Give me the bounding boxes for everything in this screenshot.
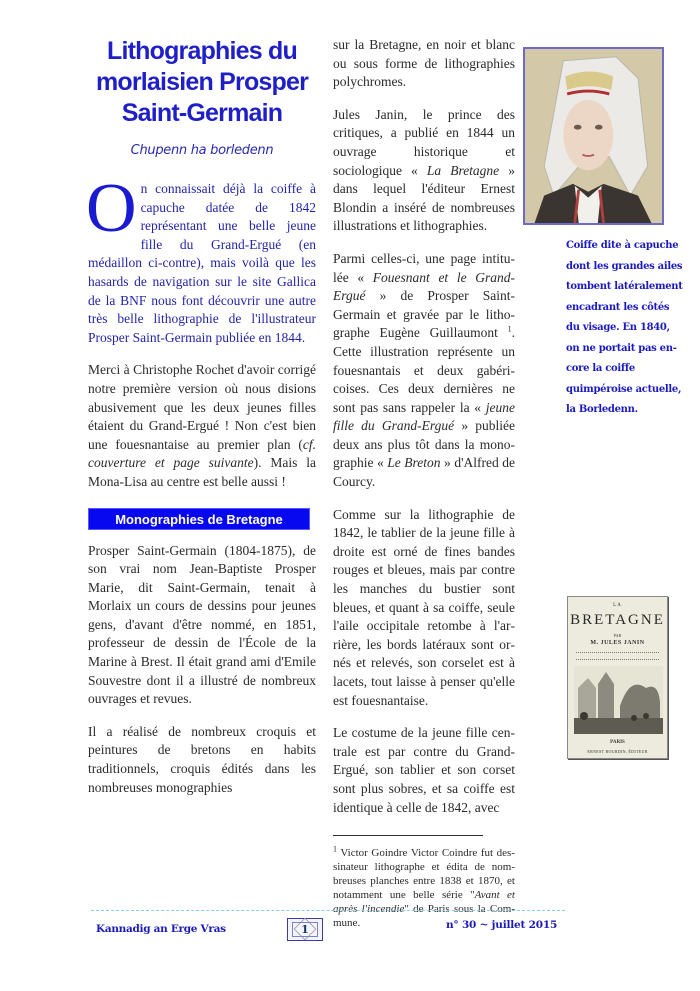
- drop-cap: O: [86, 170, 137, 247]
- thanks-italic: cf. couverture et page suivante: [88, 436, 316, 471]
- janin-text-end: » dans lequel l'éditeur Ernest Blondin a inséré de nombreuses illustrations et lithographies.: [333, 162, 515, 234]
- costume-paragraph: Le costume de la jeune fille centrale est par contre du Grand-Ergué, son tablier et son corset sont plus sobres, et sa coiffe est identique à celle de 1842, avec: [333, 725, 515, 815]
- book-cover-article: LA: [613, 603, 622, 608]
- title-line: Lithographies du: [107, 37, 297, 65]
- footnote-divider: [333, 835, 483, 836]
- book-title-italic: La Bretagne: [426, 162, 500, 178]
- parmi-italic: Fouesnant et le Grand-Ergué: [333, 269, 515, 304]
- comme-paragraph: Comme sur la lithographie de 1842, le tablier de la jeune fille à droite est orné de fines bandes rouges et bleues, mais par contre les manches du bustier sont bleues, et quant à sa coiffe, seule l'aile occipitale retombe à l'arrière, les bords latéraux sont ornés et relevés, son corselet est à lacets, tout laisse à penser qu'elle est fouesnantaise.: [333, 506, 515, 708]
- book-cover-author: M. JULES JANIN: [590, 640, 645, 646]
- parmi-italic: jeune fille du Grand-Ergué: [333, 399, 515, 434]
- parmi-text: » d'Alfred de Courcy.: [333, 455, 515, 490]
- parmi-italic: Le Breton: [387, 455, 441, 471]
- footnote: [333, 846, 515, 930]
- portrait-caption: Coiffe dite à capuche dont les grandes ailes tombent latéralement encadrant les côtés du visage. En 1840, on ne portait pas encore la coiffe quimpéroise actuelle, la Borledenn.: [566, 240, 683, 415]
- book-cover-illustration: [574, 666, 661, 734]
- footer-publication-name: Kannadig an Erge Vras: [96, 923, 226, 935]
- croquis-paragraph: Il a réalisé de nombreux croquis et peintures de bretons en habits traditionnels, croquis édités dans les nombreuses monographies: [88, 723, 316, 795]
- title-line: Saint-Germain: [121, 99, 283, 127]
- portrait-lithograph-image: [523, 47, 664, 225]
- left-column: [88, 36, 316, 900]
- portrait-illustration: [525, 49, 662, 223]
- book-cover-image: [567, 596, 668, 759]
- thanks-text-end: ). Mais la Mona-Lisa au centre est belle aussi !: [88, 455, 316, 489]
- parmi-text: . Cette illustration représente un fouesnantais et deux gabéricoises. Ces deux dernières ne sont pas sans rappeler la «: [333, 325, 515, 415]
- parmi-text: Parmi celles-ci, une page intitulée «: [333, 250, 515, 285]
- intro-text: n connaissait déjà la coiffe à capuche datée de 1842 représentant une belle jeune fille du Grand-Ergué (en médaillon ci-contre), mais voilà que les hasards de navigation sur le site Gallica de la BNF nous font découvrir une autre très belle lithographie de l'illustrateur Prosper Saint-Germain publiée en 1844.: [88, 181, 316, 345]
- bio-paragraph: Prosper Saint-Germain (1804-1875), de son vrai nom Jean-Baptiste Prosper Marie, dit Saint-Germain, tenait à Morlaix un cours de dessins pour jeunes gens, d'avant d'être nommé, en 1851, professeur de dessin de l'École de la Marine à Brest. Il était grand ami d'Emile Souvestre dont il a illustré de nombreux ouvrages et revues.: [88, 542, 316, 707]
- article-subtitle: Chupenn ha borledenn: [130, 143, 274, 158]
- footer-issue-date: n° 30 ~ juillet 2015: [446, 919, 558, 931]
- book-cover-par: PAR: [613, 633, 622, 638]
- parmi-text: » publiée deux ans plus tôt dans la monographie «: [333, 418, 515, 471]
- book-cover-publisher: ERNEST BOURDIN, ÉDITEUR: [587, 749, 648, 754]
- footer-divider: [91, 910, 565, 911]
- footnote-number: 1: [333, 844, 337, 854]
- book-cover-title: BRETAGNE: [570, 612, 665, 628]
- parmi-text: » de Prosper Saint-Germain et gravée par le lithographe Eugène Guillaumont: [333, 288, 515, 341]
- book-cover-subtitle-lines: [576, 652, 659, 660]
- thanks-text: Merci à Christophe Rochet d'avoir corrigé notre première version où nous disions abusivement que les deux jeunes filles étaient du Grand-Ergué ! Non c'est bien une fouesnantaise au premier plan (: [88, 362, 316, 452]
- thanks-paragraph: [88, 361, 316, 491]
- janin-text: Jules Janin, le prince des critiques, a publié en 1844 un ouvrage historique et sociologique «: [333, 106, 515, 178]
- croquis-continued: sur la Bretagne, en noir et blanc ou sous forme de lithographies polychromes.: [333, 37, 515, 90]
- article-title: [88, 36, 316, 129]
- page-number-badge: [287, 918, 323, 941]
- title-line: morlaisien Prosper: [95, 68, 309, 96]
- book-cover-city: PARIS: [610, 740, 625, 745]
- footnote-text: Victor Goindre Victor Coindre fut dessinateur lithographe et édita de nombreuses planches entre 1838 et 1870, et notamment une belle série ": [333, 847, 515, 902]
- footnote-ref[interactable]: 1: [507, 324, 512, 334]
- footnote-italic: Avant et après l'incendie: [333, 889, 515, 916]
- janin-paragraph: [333, 106, 515, 236]
- intro-paragraph: [86, 170, 316, 347]
- book-cover-engraving: [574, 666, 663, 734]
- section-heading-text: Monographies de Bretagne: [115, 511, 283, 527]
- footnote-text-end: " de Paris sous la Commune.: [333, 903, 515, 930]
- parmi-paragraph: [333, 250, 515, 492]
- section-heading: [88, 508, 310, 530]
- page-number: 1: [301, 923, 309, 936]
